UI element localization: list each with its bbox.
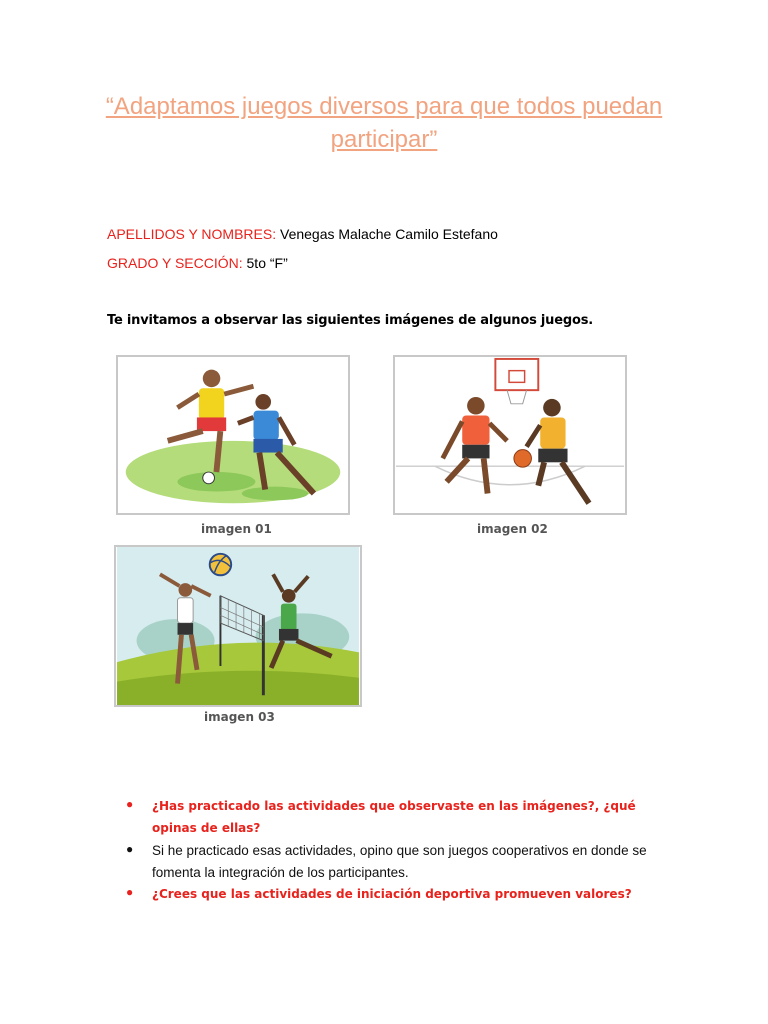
grade-field xyxy=(107,255,288,271)
name-value: Venegas Malache Camilo Estefano xyxy=(276,226,498,242)
name-label: APELLIDOS Y NOMBRES: xyxy=(107,226,277,242)
grade-label: GRADO Y SECCIÓN: xyxy=(107,255,243,271)
grade-value: 5to “F” xyxy=(242,255,288,271)
bullet-question-2 xyxy=(126,885,666,909)
question-1-text: ¿Has practicado las actividades que observaste en las imágenes?, ¿qué opinas de ellas? xyxy=(152,799,636,835)
caption-image-03: imagen 03 xyxy=(204,710,275,724)
volleyball-illustration xyxy=(114,545,362,707)
bullet-dot-icon: ● xyxy=(126,842,134,856)
basketball-illustration xyxy=(393,355,627,515)
question-2-text: ¿Crees que las actividades de iniciación deportiva promueven valores? xyxy=(152,887,632,901)
bullet-dot-icon: ● xyxy=(126,797,134,811)
intro-text: Te invitamos a observar las siguientes imágenes de algunos juegos. xyxy=(107,313,593,328)
bullet-answer-1 xyxy=(126,842,666,886)
document-title: “Adaptamos juegos diversos para que todos puedan participar” xyxy=(105,93,663,153)
bullet-question-1 xyxy=(126,797,666,837)
caption-image-02: imagen 02 xyxy=(477,522,548,536)
name-field xyxy=(107,226,498,242)
answer-1-text: Si he practicado esas actividades, opino que son juegos cooperativos en donde se fomenta la integración de los participantes. xyxy=(152,843,647,880)
soccer-illustration xyxy=(116,355,350,515)
caption-image-01: imagen 01 xyxy=(201,522,272,536)
bullet-dot-icon: ● xyxy=(126,885,134,899)
